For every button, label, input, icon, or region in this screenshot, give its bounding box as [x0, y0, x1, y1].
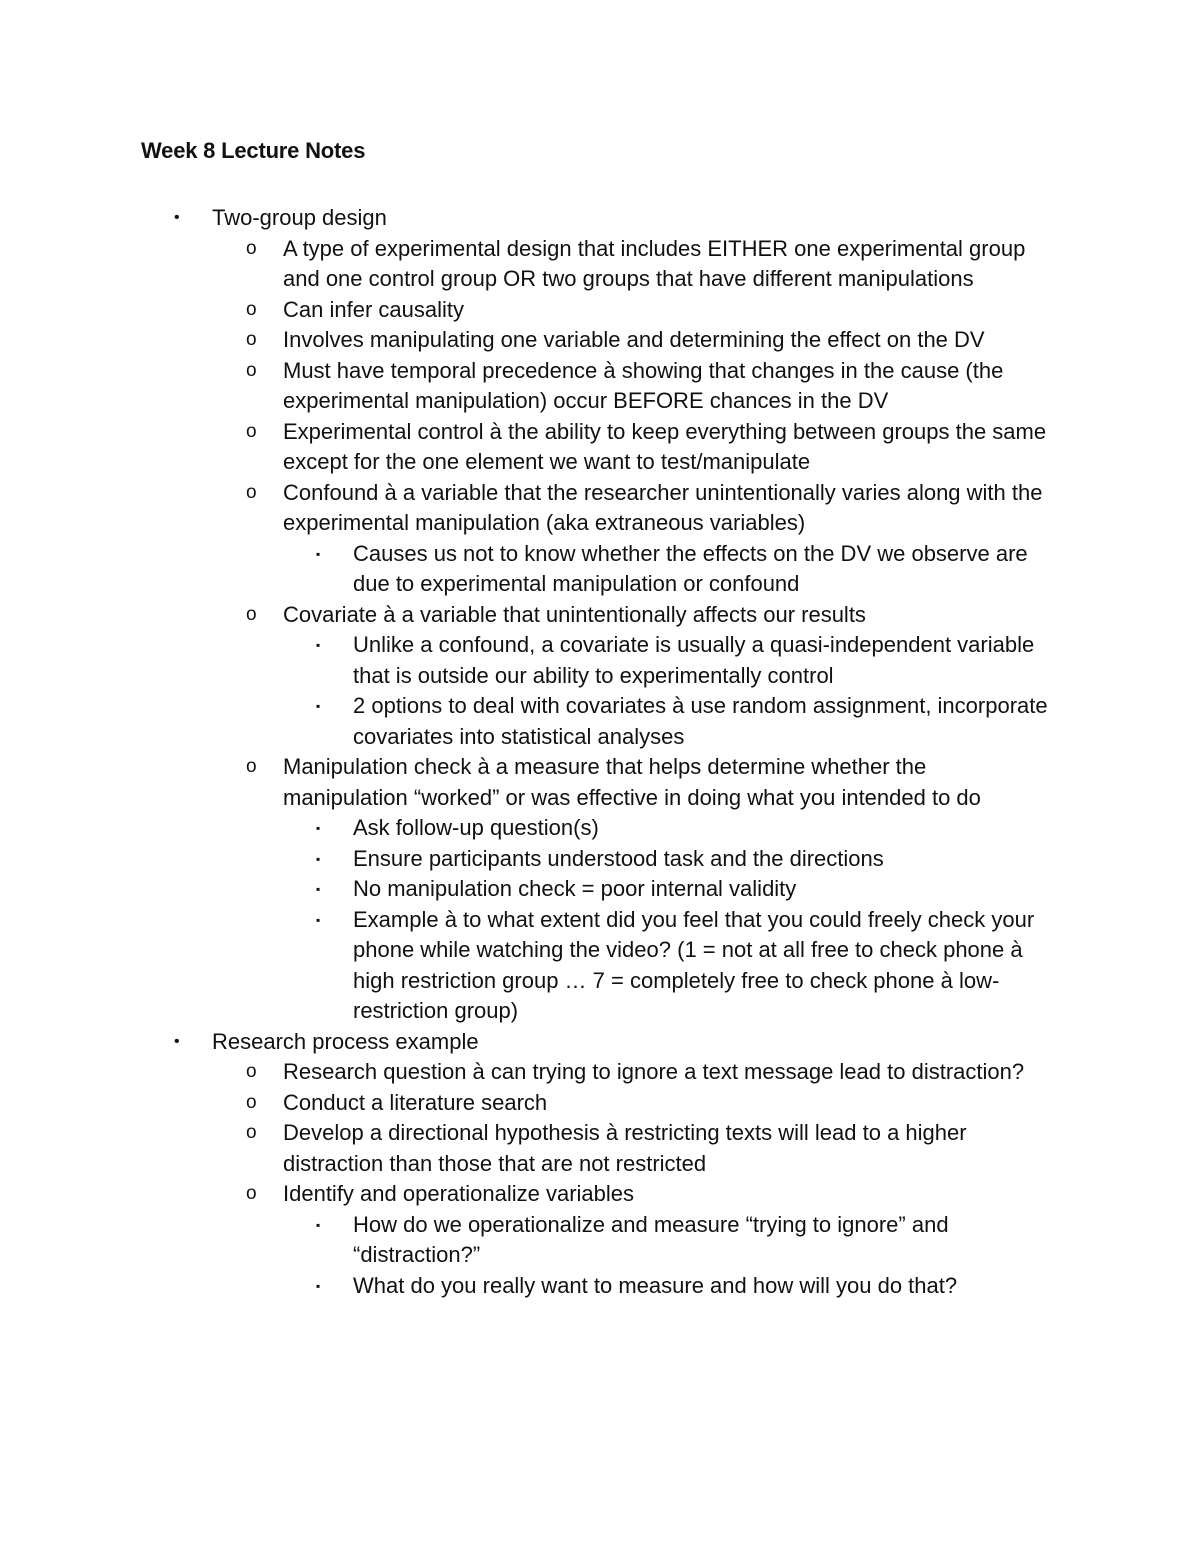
list-item-text: Covariate à a variable that unintentionally affects our results — [283, 601, 866, 627]
list-item-level-2 — [0, 1057, 1200, 1088]
bullet-marker: o — [246, 1061, 257, 1082]
list-item-text: Must have temporal precedence à showing that changes in the cause (the experimental manipulation) occur BEFORE chances in the DV — [283, 357, 1004, 413]
list-item-level-3 — [0, 813, 1200, 844]
list-item-text: Ensure participants understood task and the directions — [353, 845, 884, 871]
notes-list — [0, 203, 1200, 1301]
bullet-marker: ▪ — [316, 821, 321, 835]
list-item-level-3 — [0, 1271, 1200, 1302]
bullet-marker: o — [246, 237, 257, 259]
list-item-text: Can infer causality — [283, 296, 464, 322]
list-item-text: Experimental control à the ability to keep everything between groups the same except for the one element we want to test/manipulate — [283, 418, 1047, 474]
list-item-text: Research question à can trying to ignore a text message lead to distraction? — [283, 1059, 1025, 1084]
list-item-text: Involves manipulating one variable and determining the effect on the DV — [283, 327, 985, 352]
bullet-marker: o — [246, 1122, 257, 1143]
list-item-text: Manipulation check à a measure that helps determine whether the manipulation “worked” or was effective in doing what you intended to do — [283, 754, 981, 810]
bullet-marker: o — [246, 420, 257, 442]
list-item-text: Ask follow-up question(s) — [353, 815, 599, 840]
bullet-marker: ▪ — [316, 1217, 321, 1232]
bullet-marker: ▪ — [316, 851, 321, 866]
list-item-text: A type of experimental design that includes EITHER one experimental group and one control group OR two groups that have different manipulations — [283, 235, 1026, 291]
bullet-marker: • — [174, 1032, 180, 1050]
list-item-text: Causes us not to know whether the effects on the DV we observe are due to experimental manipulation or confound — [353, 540, 1028, 596]
list-item-text: Identify and operationalize variables — [283, 1181, 635, 1206]
bullet-marker: o — [246, 1091, 257, 1113]
list-item-text: How do we operationalize and measure “trying to ignore” and “distraction?” — [353, 1211, 949, 1267]
page-title: Week 8 Lecture Notes — [141, 138, 366, 163]
bullet-marker: o — [246, 359, 257, 381]
bullet-marker: o — [246, 1183, 257, 1204]
list-item-level-2 — [0, 356, 1200, 417]
bullet-marker: o — [246, 756, 257, 777]
list-item-text: Research process example — [212, 1028, 479, 1054]
bullet-marker: ▪ — [316, 638, 321, 652]
list-item-text: Conduct a literature search — [283, 1089, 548, 1115]
list-item-level-2 — [0, 325, 1200, 356]
list-item-level-2 — [0, 1179, 1200, 1210]
list-item-text: What do you really want to measure and how will you do that? — [353, 1272, 958, 1298]
list-item-level-2 — [0, 600, 1200, 631]
list-item-text: 2 options to deal with covariates à use random assignment, incorporate covariates into statistical analyses — [353, 693, 1048, 749]
list-item-text: No manipulation check = poor internal validity — [353, 876, 797, 901]
list-item-level-3 — [0, 844, 1200, 875]
bullet-marker: • — [174, 209, 180, 226]
list-item-level-3 — [0, 691, 1200, 752]
bullet-marker: o — [246, 481, 257, 503]
list-item-level-2 — [0, 295, 1200, 326]
bullet-marker: ▪ — [316, 546, 321, 561]
list-item-level-2 — [0, 478, 1200, 539]
list-item-text: Unlike a confound, a covariate is usually a quasi-independent variable that is outside our ability to experimentally control — [353, 632, 1035, 688]
list-item-level-2 — [0, 1118, 1200, 1179]
bullet-marker: o — [246, 603, 257, 625]
list-item-level-3 — [0, 905, 1200, 1027]
bullet-marker: o — [246, 329, 257, 350]
list-item-text: Develop a directional hypothesis à restricting texts will lead to a higher distraction than those that are not restricted — [283, 1120, 967, 1176]
bullet-marker: ▪ — [316, 912, 321, 927]
list-item-level-1 — [0, 203, 1200, 234]
list-item-level-3 — [0, 630, 1200, 691]
bullet-marker: ▪ — [316, 1278, 321, 1293]
bullet-marker: o — [246, 298, 257, 320]
list-item-level-1 — [0, 1027, 1200, 1058]
list-item-level-2 — [0, 417, 1200, 478]
list-item-level-2 — [0, 234, 1200, 295]
list-item-level-3 — [0, 874, 1200, 905]
list-item-level-3 — [0, 539, 1200, 600]
bullet-marker: ▪ — [316, 699, 321, 713]
list-item-level-2 — [0, 752, 1200, 813]
list-item-text: Two-group design — [212, 205, 387, 230]
list-item-text: Example à to what extent did you feel that you could freely check your phone while watching the video? (1 = not at all free to check phone à high restriction group … 7 = completely free to check phone à low-restriction group) — [353, 906, 1035, 1023]
bullet-marker: ▪ — [316, 882, 321, 896]
list-item-level-3 — [0, 1210, 1200, 1271]
list-item-level-2 — [0, 1088, 1200, 1119]
list-item-text: Confound à a variable that the researcher unintentionally varies along with the experimental manipulation (aka extraneous variables) — [283, 479, 1043, 535]
